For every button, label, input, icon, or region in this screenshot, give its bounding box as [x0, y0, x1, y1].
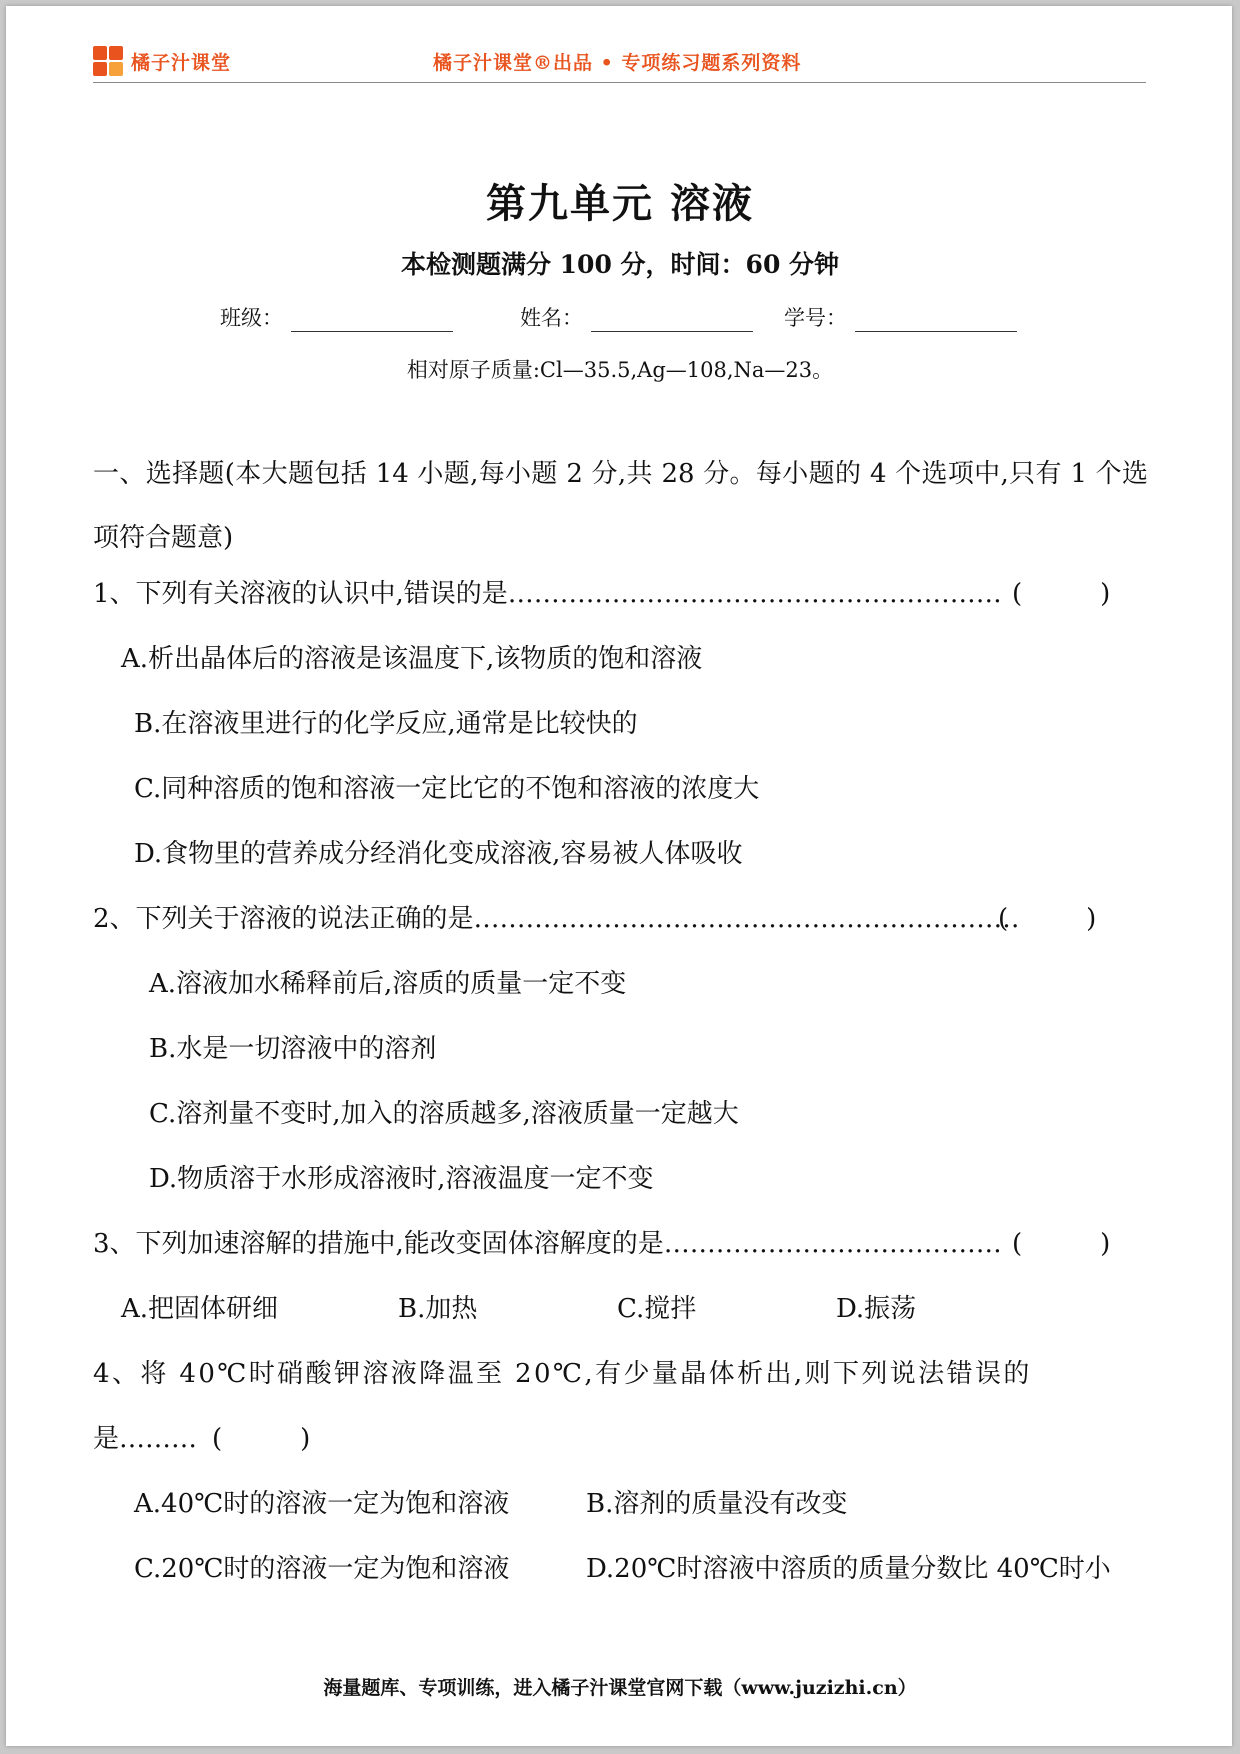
- atomic-mass-note: 相对原子质量:Cl—35.5,Ag—108,Na—23。: [406, 358, 834, 382]
- question-2-option-c: C.溶剂量不变时,加入的溶质越多,溶液质量一定越大: [149, 1099, 739, 1129]
- question-1-answer-blank: ( ): [1012, 579, 1111, 609]
- question-4-stem-line-2: 是………: [93, 1424, 198, 1454]
- id-label: 学号：: [784, 306, 847, 330]
- question-3-option-c: C.搅拌: [617, 1294, 697, 1324]
- page-title: 第九单元 溶液: [486, 180, 754, 227]
- question-2-stem: 2、下列关于溶液的说法正确的是………………………………………………………: [93, 904, 1020, 934]
- question-3-stem: 3、下列加速溶解的措施中,能改变固体溶解度的是…………………………………: [93, 1229, 1002, 1259]
- question-4-option-c: C.20℃时的溶液一定为饱和溶液: [134, 1554, 510, 1584]
- question-3-option-b: B.加热: [398, 1294, 478, 1324]
- name-label: 姓名：: [520, 306, 583, 330]
- question-3-answer-blank: ( ): [1012, 1229, 1111, 1259]
- brand-logo: [93, 46, 231, 76]
- section-heading: 一、选择题(本大题包括 14 小题,每小题 2 分,共 28 分。每小题的 4 个选项中,只有 1 个选项符合题意): [93, 459, 1148, 553]
- question-2-option-d: D.物质溶于水形成溶液时,溶液温度一定不变: [149, 1164, 654, 1194]
- logo-text: 橘子汁课堂: [131, 51, 232, 74]
- question-3-option-a: A.把固体研细: [121, 1294, 279, 1324]
- question-4-option-a: A.40℃时的溶液一定为饱和溶液: [134, 1489, 510, 1519]
- class-blank: [291, 307, 453, 332]
- logo-grid-icon: [93, 46, 123, 76]
- class-field: [220, 302, 453, 332]
- id-blank: [855, 307, 1017, 332]
- question-4-answer-blank: ( ): [212, 1424, 311, 1454]
- question-4-option-d: D.20℃时溶液中溶质的质量分数比 40℃时小: [586, 1554, 1111, 1584]
- name-blank: [591, 307, 753, 332]
- page-footer: 海量题库、专项训练，进入橘子汁课堂官网下载（www.juzizhi.cn）: [323, 1677, 917, 1699]
- header-title: 橘子汁课堂®出品 • 专项练习题系列资料: [433, 52, 802, 74]
- student-id-field: [784, 302, 1017, 332]
- name-field: [520, 302, 753, 332]
- question-1-stem: 1、下列有关溶液的认识中,错误的是…………………………………………………: [93, 579, 1002, 609]
- question-2-answer-blank: ( ): [998, 904, 1097, 934]
- question-1-option-c: C.同种溶质的饱和溶液一定比它的不饱和溶液的浓度大: [134, 774, 760, 804]
- class-label: 班级：: [220, 306, 283, 330]
- page-header: [93, 42, 1146, 83]
- question-3-option-d: D.振荡: [836, 1294, 917, 1324]
- question-1-option-d: D.食物里的营养成分经消化变成溶液,容易被人体吸收: [134, 839, 743, 869]
- question-4-option-b: B.溶剂的质量没有改变: [586, 1489, 848, 1519]
- question-1-option-b: B.在溶液里进行的化学反应,通常是比较快的: [134, 709, 638, 739]
- question-4-stem-line-1: 4、将 40℃时硝酸钾溶液降温至 20℃,有少量晶体析出,则下列说法错误的: [93, 1359, 1032, 1389]
- page-subtitle: 本检测题满分 100 分，时间：60 分钟: [400, 250, 840, 279]
- question-2-option-a: A.溶液加水稀释前后,溶质的质量一定不变: [149, 969, 627, 999]
- question-2-option-b: B.水是一切溶液中的溶剂: [149, 1034, 437, 1064]
- question-1-option-a: A.析出晶体后的溶液是该温度下,该物质的饱和溶液: [121, 644, 703, 674]
